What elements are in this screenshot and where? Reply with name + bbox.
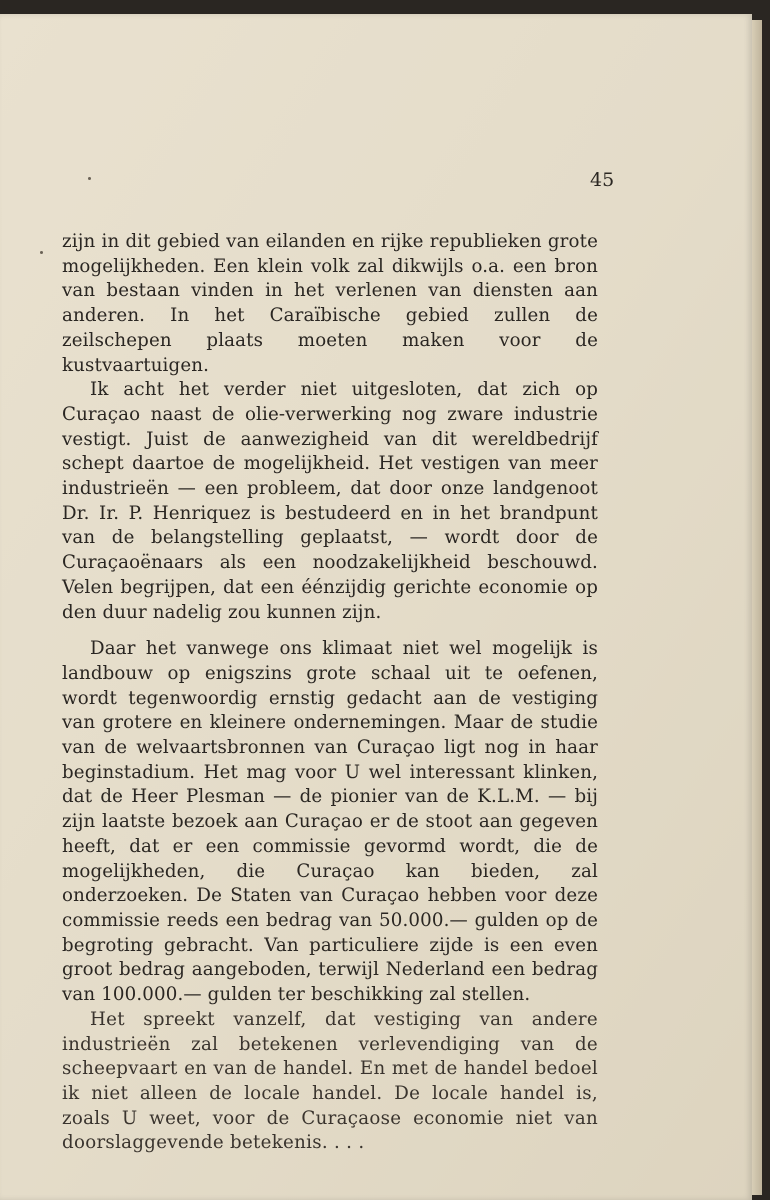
page-number: 45 xyxy=(590,169,615,191)
paragraph: Het spreekt vanzelf, dat vestiging van andere industrieën zal betekenen verlevendiging van de scheepvaart en van de handel. En met de handel bedoel ik niet alleen de locale handel. De locale handel is, zoals U weet, voor de Curaçaose economie niet van doorslaggevende betekenis. . . . xyxy=(62,1008,598,1154)
paragraph: Ik acht het verder niet uitgesloten, dat zich op Curaçao naast de olie-verwerking nog zware industrie vestigt. Juist de aanwezigheid van dit wereldbedrijf schept daartoe de mogelijkheid. Het vestigen van meer industrieën — een probleem, dat door onze landgenoot Dr. Ir. P. Henriquez is bestudeerd en in het brandpunt van de belangstelling geplaatst, — wordt door de Curaçaoënaars als een noodzakelijkheid beschouwd. Velen begrijpen, dat een éénzijdig gerichte economie op den duur nadelig zou kunnen zijn. xyxy=(62,379,598,623)
paragraph: zijn in dit gebied van eilanden en rijke republieken grote mogelijkheden. Een klein volk zal dikwijls o.a. een bron van bestaan vinden in het verlenen van diensten aan anderen. In het Caraïbische gebied zullen de zeilschepen plaats moeten maken voor de kustvaartuigen. xyxy=(62,231,598,376)
paper-speck xyxy=(40,251,43,254)
paper-speck xyxy=(88,177,91,180)
paragraph: Daar het vanwege ons klimaat niet wel mogelijk is landbouw op enigszins grote schaal uit te oefenen, wordt tegenwoordig ernstig gedacht aan de vestiging van grotere en kleinere ondernemingen. Maar de studie van de welvaartsbronnen van Curaçao ligt nog in haar beginstadium. Het mag voor U wel interessant klinken, dat de Heer Plesman — de pionier van de K.L.M. — bij zijn laatste bezoek aan Curaçao er de stoot aan gegeven heeft, dat er een commissie gevormd wordt, die de mogelijkheden, die Curaçao kan bieden, zal onderzoeken. De Staten van Curaçao hebben voor deze commissie reeds een bedrag van 50.000.— gulden op de begroting gebracht. Van particuliere zijde is een even groot bedrag aangeboden, terwijl Nederland een bedrag van 100.000.— gulden ter beschikking zal stellen. xyxy=(62,638,598,1006)
body-text xyxy=(62,230,598,1156)
document-page xyxy=(0,14,752,1200)
